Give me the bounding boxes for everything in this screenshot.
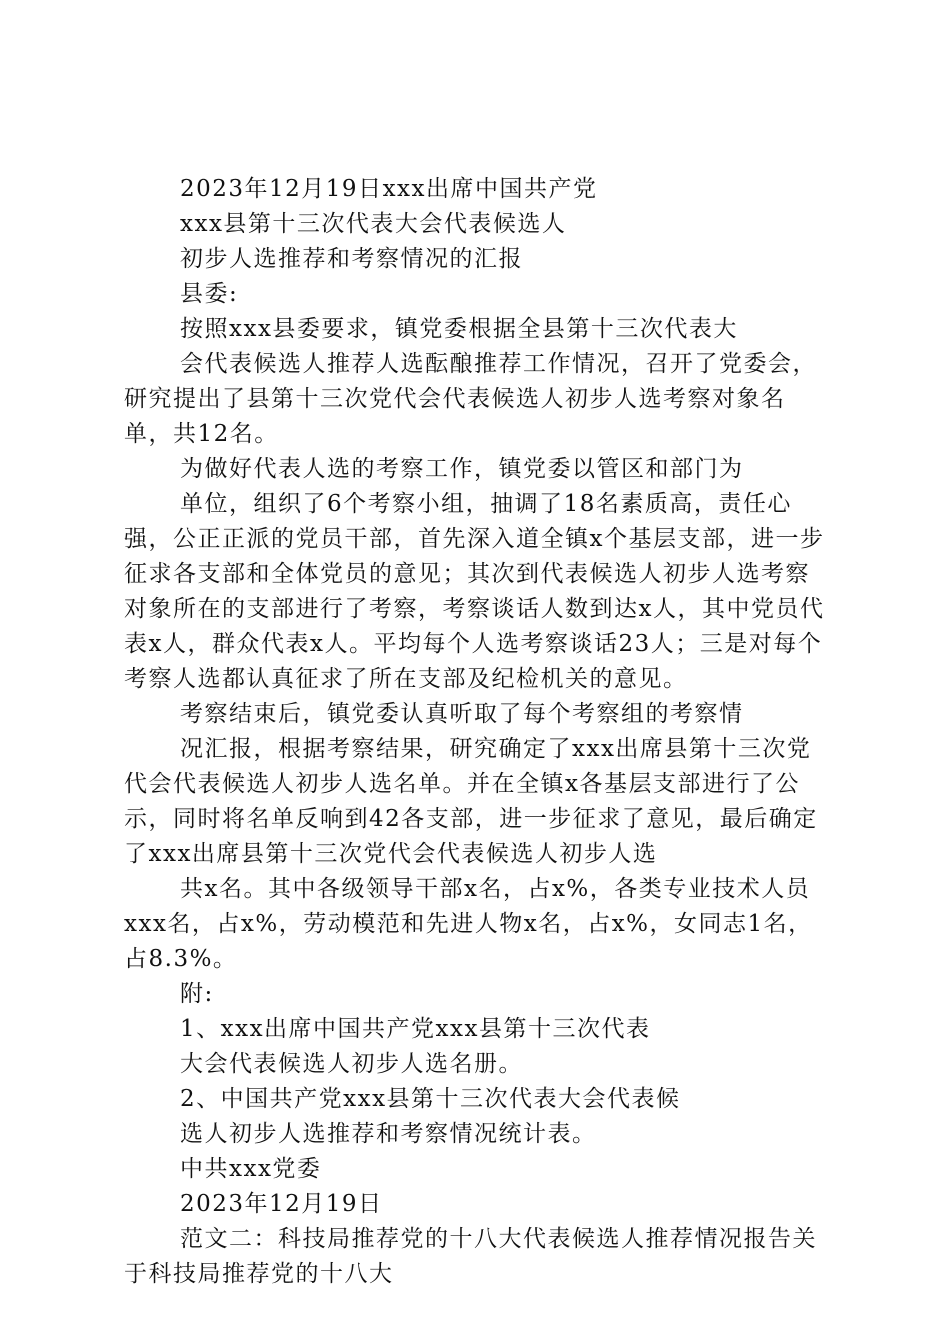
- signature-date: 2023年12月19日: [180, 1191, 383, 1217]
- attachment-2-line-2: 选人初步人选推荐和考察情况统计表。: [180, 1121, 597, 1147]
- attachment-1-line-1: 1、xxx出席中国共产党xxx县第十三次代表: [180, 1016, 651, 1042]
- attachment-1-line-2: 大会代表候选人初步人选名册。: [180, 1051, 523, 1077]
- paragraph-4-body: 共x名。其中各级领导干部x名，占x%，各类专业技术人员xxx名，占x%，劳动模范和先进人物x名，占x%，女同志1名，占8.3%。: [124, 876, 813, 972]
- attachment-2-line-1: 2、中国共产党xxx县第十三次代表大会代表候: [180, 1086, 681, 1112]
- report-title-line-1: 2023年12月19日xxx出席中国共产党: [180, 176, 598, 202]
- signature-org: 中共xxx党委: [180, 1156, 322, 1182]
- report-title-line-2: xxx县第十三次代表大会代表候选人: [180, 211, 567, 237]
- document-body: [124, 172, 832, 1292]
- next-document-heading: 范文二：科技局推荐党的十八大代表候选人推荐情况报告关于科技局推荐党的十八大: [124, 1226, 817, 1287]
- report-title-line-3: 初步人选推荐和考察情况的汇报: [180, 246, 523, 272]
- paragraph-1-first-line: 按照xxx县委要求，镇党委根据全县第十三次代表大: [180, 316, 738, 342]
- attachments-label: 附:: [180, 981, 214, 1007]
- paragraph-3-body: 况汇报，根据考察结果，研究确定了xxx出席县第十三次党代会代表候选人初步人选名单。并在全镇x各基层支部进行了公示，同时将名单反响到42各支部，进一步征求了意见，最后确定了xxx出席县第十三次党代会代表候选人初步人选: [124, 736, 818, 867]
- salutation: 县委:: [180, 281, 239, 307]
- paragraph-3-first-line: 考察结束后，镇党委认真听取了每个考察组的考察情: [180, 701, 744, 727]
- paragraph-2-body: 单位，组织了6个考察小组，抽调了18名素质高，责任心强，公正正派的党员干部，首先深入道全镇x个基层支部，进一步征求各支部和全体党员的意见；其次到代表候选人初步人选考察对象所在的支部进行了考察，考察谈话人数到达x人，其中党员代表x人，群众代表x人。平均每个人选考察谈话23人；三是对每个考察人选都认真征求了所在支部及纪检机关的意见。: [124, 491, 825, 692]
- paragraph-2-first-line: 为做好代表人选的考察工作，镇党委以管区和部门为: [180, 456, 744, 482]
- paragraph-1-body: 会代表候选人推荐人选酝酿推荐工作情况，召开了党委会，研究提出了县第十三次党代会代表候选人初步人选考察对象名单，共12名。: [124, 351, 817, 447]
